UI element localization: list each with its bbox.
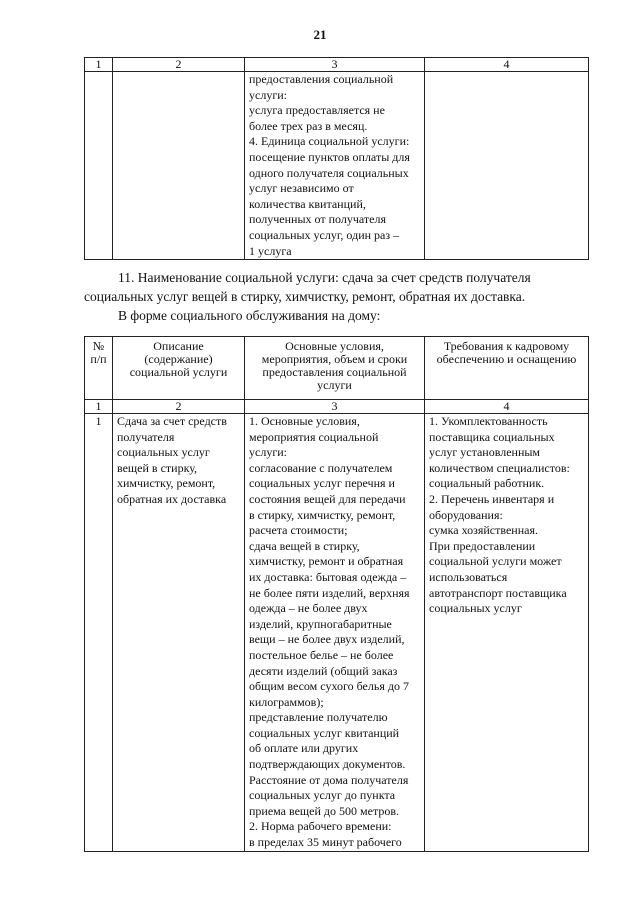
header-row [85, 337, 589, 400]
text-line: количества квитанций, [249, 196, 366, 211]
text-line: Расстояние от дома получателя [249, 772, 409, 787]
text-line: № [92, 339, 105, 353]
text-line: Сдача за счет средств [117, 414, 227, 428]
text-line: полученных от получателя [249, 212, 386, 227]
column-number: 1 [85, 400, 113, 414]
text-line: обеспечению и оснащению [436, 352, 577, 366]
empty-cell [425, 72, 589, 260]
header-conditions [245, 337, 425, 400]
text-line: Требования к кадровому [443, 339, 570, 353]
text-line: социальных услуг до пункта [249, 788, 396, 803]
continued-table [84, 57, 589, 260]
text-line: постельное белье – не более [249, 647, 394, 662]
text-line: одного получателя социальных [249, 165, 409, 180]
description-cell [113, 414, 245, 852]
text-line: социальных услуг перечня и [249, 476, 395, 491]
requirements-cell [425, 414, 589, 852]
empty-cell [113, 72, 245, 260]
text-line: общим весом сухого белья до 7 [249, 679, 409, 694]
text-line: 2. Перечень инвентаря и [429, 491, 555, 506]
text-line: более трех раз в месяц. [249, 118, 368, 133]
text-line: автотранспорт поставщика [429, 585, 567, 600]
text-line: социальных услуг квитанций [249, 725, 400, 740]
text-line: химчистку, ремонт и обратная [249, 554, 404, 569]
text-line: социальный работник. [429, 476, 545, 491]
text-line: услуги [317, 378, 352, 392]
section-heading: 11. Наименование социальной услуги: сдача за счет средств получателя [118, 270, 531, 285]
text-line: приема вещей до 500 метров. [249, 803, 399, 818]
text-line: не более пяти изделий, верхняя [249, 585, 410, 600]
text-line: их доставка: бытовая одежда – [249, 569, 407, 584]
text-line: социальных услуг [429, 601, 522, 616]
text-line: 1 услуга [249, 243, 292, 258]
text-line: химчистку, ремонт, [117, 476, 216, 491]
text-line: предоставления социальной [262, 365, 407, 379]
text-line: согласование с получателем [249, 460, 393, 475]
text-line: сумка хозяйственная. [429, 523, 538, 538]
text-line: 1. Укомплектованность [429, 414, 548, 428]
text-line: услуга предоставляется не [249, 103, 385, 118]
text-line: получателя [117, 429, 175, 444]
column-number: 4 [425, 400, 589, 414]
column-numbers-row [85, 400, 589, 414]
column-number: 2 [113, 400, 245, 414]
column-number: 1 [85, 58, 113, 72]
text-line: в стирку, химчистку, ремонт, [249, 507, 396, 522]
section-heading-continued: социальных услуг вещей в стирку, химчистку, ремонт, обратная их доставка. [84, 289, 526, 304]
table-row [85, 72, 589, 260]
text-line: состояния вещей для передачи [249, 491, 406, 506]
text-line: социальной услуги может [429, 554, 562, 569]
text-line: килограммов); [249, 694, 324, 709]
text-line: услуги: [249, 87, 287, 102]
row-number: 1 [85, 414, 113, 852]
text-line: услуги: [249, 445, 287, 460]
text-line: оборудования: [429, 507, 503, 522]
text-line: 1. Основные условия, [249, 414, 360, 428]
text-line: социальных услуг, один раз – [249, 227, 400, 242]
text-line: обратная их доставка [117, 491, 227, 506]
table-row [85, 414, 589, 852]
text-line: подтверждающих документов. [249, 757, 406, 772]
conditions-cell [245, 414, 425, 852]
text-line: десяти изделий (общий заказ [249, 663, 398, 678]
column-numbers-row [85, 58, 589, 72]
service-form-line: В форме социального обслуживания на дому: [118, 308, 381, 323]
header-description [113, 337, 245, 400]
text-line: использоваться [429, 569, 508, 584]
text-line: (содержание) [144, 352, 213, 366]
empty-cell [85, 72, 113, 260]
text-line: Описание [153, 339, 204, 353]
text-line: 4. Единица социальной услуги: [249, 134, 410, 149]
text-line: представление получателю [249, 710, 388, 725]
column-number: 2 [113, 58, 245, 72]
column-number: 3 [245, 400, 425, 414]
text-line: вещи – не более двух изделий, [249, 632, 405, 647]
page-number: 21 [313, 27, 327, 42]
text-line: 2. Норма рабочего времени: [249, 819, 392, 834]
text-line: посещение пунктов оплаты для [249, 149, 410, 164]
text-line: п/п [90, 352, 107, 366]
text-line: Основные условия, [285, 339, 384, 353]
text-line: социальной услуги [129, 365, 228, 379]
text-line: расчета стоимости; [249, 523, 348, 538]
text-line: предоставления социальной [249, 72, 394, 86]
text-line: вещей в стирку, [117, 460, 198, 475]
text-line: изделий, крупногабаритные [249, 616, 392, 631]
text-line: одежда – не более двух [249, 601, 368, 616]
text-line: услуг установленным [429, 445, 541, 460]
text-line: в пределах 35 минут рабочего [249, 835, 402, 850]
column-number: 3 [245, 58, 425, 72]
text-line: количеством специалистов: [429, 460, 570, 475]
text-line: об оплате или других [249, 741, 359, 756]
text-line: При предоставлении [429, 538, 536, 553]
text-line: поставщика социальных [429, 429, 555, 444]
text-line: сдача вещей в стирку, [249, 538, 360, 553]
text-line: социальных услуг [117, 445, 210, 460]
conditions-cell [245, 72, 425, 260]
column-number: 4 [425, 58, 589, 72]
text-line: мероприятия социальной [249, 429, 379, 444]
service-table [84, 336, 589, 852]
text-line: мероприятия, объем и сроки [261, 352, 408, 366]
text-line: услуг независимо от [249, 181, 354, 196]
header-number [85, 337, 113, 400]
header-requirements [425, 337, 589, 400]
